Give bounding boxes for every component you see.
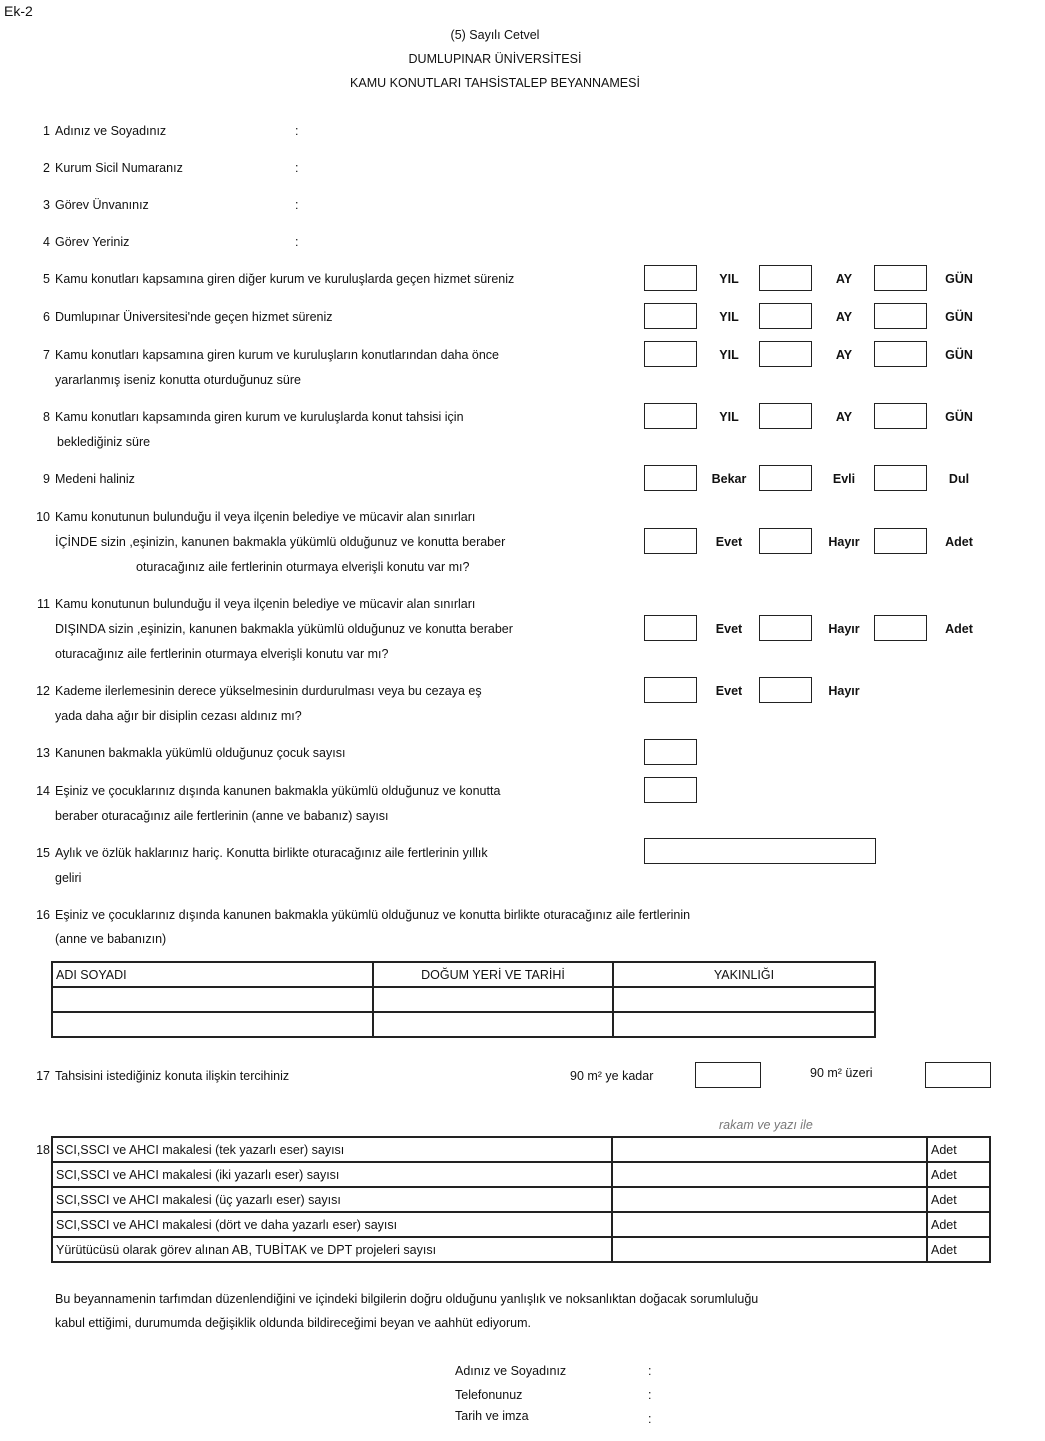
item-15-income-box[interactable]	[644, 838, 876, 864]
pub-note: rakam ve yazı ile	[719, 1118, 813, 1132]
family-row-1-birth-cell[interactable]	[373, 987, 613, 1012]
family-row-1-name-cell[interactable]	[52, 987, 373, 1012]
signature-phone-label: Telefonunuz	[455, 1388, 523, 1402]
signature-date-colon: :	[648, 1412, 652, 1426]
item-12-yes-label: Evet	[715, 684, 743, 698]
family-header-birth: DOĞUM YERİ VE TARİHİ	[373, 962, 613, 987]
item-7-month-label: AY	[835, 348, 853, 362]
item-2-colon: :	[295, 161, 299, 175]
pub-row-value-cell[interactable]	[612, 1137, 927, 1162]
publications-table	[51, 1136, 991, 1263]
family-row-1-relation-cell[interactable]	[613, 987, 875, 1012]
item-2-label: Kurum Sicil Numaranız	[55, 161, 183, 175]
family-header-relation: YAKINLIĞI	[613, 962, 875, 987]
item-17-option-large-label: 90 m² üzeri	[810, 1066, 873, 1080]
doc-title: KAMU KONUTLARI TAHSİSTALEP BEYANNAMESİ	[350, 76, 640, 90]
signature-date-label: Tarih ve imza	[455, 1409, 529, 1423]
item-8-number: 8	[43, 410, 50, 424]
item-17-option-small-label: 90 m² ye kadar	[570, 1069, 654, 1083]
pub-row-unit: Adet	[927, 1212, 990, 1237]
pub-row-unit: Adet	[927, 1137, 990, 1162]
doc-header-line2: DUMLUPINAR ÜNİVERSİTESİ	[408, 52, 582, 66]
table-row	[52, 1137, 990, 1162]
family-table	[51, 961, 876, 1038]
pub-row-value-cell[interactable]	[612, 1187, 927, 1212]
item-5-day-label: GÜN	[945, 272, 973, 286]
item-13-count-box[interactable]	[644, 739, 697, 765]
item-4-colon: :	[295, 235, 299, 249]
item-9-widowed-label: Dul	[948, 472, 970, 486]
pub-row-value-cell[interactable]	[612, 1237, 927, 1262]
item-1-colon: :	[295, 124, 299, 138]
pub-row-label: SCI,SSCI ve AHCI makalesi (tek yazarlı eser) sayısı	[52, 1137, 612, 1162]
table-row	[52, 1237, 990, 1262]
pub-row-value-cell[interactable]	[612, 1162, 927, 1187]
item-8-label: Kamu konutları kapsamında giren kurum ve kuruluşlarda konut tahsisi için	[55, 410, 464, 424]
item-7-year-label: YIL	[719, 348, 739, 362]
item-15-number: 15	[36, 846, 50, 860]
item-8-month-label: AY	[835, 410, 853, 424]
item-10-no-label: Hayır	[828, 535, 860, 549]
item-9-number: 9	[43, 472, 50, 486]
declaration-line1: Bu beyannamenin tarfımdan düzenlendiğini ve içindeki bilgilerin doğru olduğunu yanlışlık ve noksanlıktan doğacak sorumluluğu	[55, 1292, 759, 1306]
table-row	[52, 1187, 990, 1212]
item-2-number: 2	[43, 161, 50, 175]
item-12-number: 12	[36, 684, 50, 698]
pub-row-label: SCI,SSCI ve AHCI makalesi (dört ve daha yazarlı eser) sayısı	[52, 1212, 612, 1237]
family-header-name: ADI SOYADI	[52, 962, 373, 987]
item-6-year-label: YIL	[719, 310, 739, 324]
family-table-row	[52, 987, 875, 1012]
item-16-number: 16	[36, 908, 50, 922]
item-8-day-label: GÜN	[945, 410, 973, 424]
item-5-month-label: AY	[835, 272, 853, 286]
item-14-label-cont: beraber oturacağınız aile fertlerinin (anne ve babanız) sayısı	[55, 809, 389, 823]
item-5-label: Kamu konutları kapsamına giren diğer kurum ve kuruluşlarda geçen hizmet süreniz	[55, 272, 515, 286]
item-12-label: Kademe ilerlemesinin derece yükselmesinin durdurulması veya bu cezaya eş	[55, 684, 482, 698]
item-11-number: 11	[37, 597, 50, 611]
corner-label: Ek-2	[4, 3, 33, 19]
family-row-2-name-cell[interactable]	[52, 1012, 373, 1037]
item-9-single-label: Bekar	[711, 472, 747, 486]
item-17-option-large-box[interactable]	[925, 1062, 991, 1088]
item-13-number: 13	[36, 746, 50, 760]
declaration-line2: kabul ettiğimi, durumumda değişiklik oldunda bildireceğimi beyan ve aahhüt ediyorum.	[55, 1316, 531, 1330]
item-6-number: 6	[43, 310, 50, 324]
item-11-count-label: Adet	[945, 622, 973, 636]
pub-row-value-cell[interactable]	[612, 1212, 927, 1237]
item-14-label: Eşiniz ve çocuklarınız dışında kanunen bakmakla yükümlü olduğunuz ve konutta	[55, 784, 501, 798]
item-11-label: Kamu konutunun bulunduğu il veya ilçenin belediye ve mücavir alan sınırları	[55, 597, 476, 611]
item-4-number: 4	[43, 235, 50, 249]
item-7-label-cont: yararlanmış iseniz konutta oturduğunuz süre	[55, 373, 301, 387]
pub-row-unit: Adet	[927, 1187, 990, 1212]
item-10-number: 10	[36, 510, 50, 524]
pub-row-unit: Adet	[927, 1237, 990, 1262]
item-10-count-label: Adet	[945, 535, 973, 549]
item-14-count-box[interactable]	[644, 777, 697, 803]
item-12-label-cont: yada daha ağır bir disiplin cezası aldınız mı?	[55, 709, 302, 723]
item-11-label-cont: DIŞINDA sizin ,eşinizin, kanunen bakmakla yükümlü olduğunuz ve konutta beraber	[55, 622, 513, 636]
family-table-header	[52, 962, 875, 987]
item-17-option-small-box[interactable]	[695, 1062, 761, 1088]
pub-row-label: SCI,SSCI ve AHCI makalesi (üç yazarlı eser) sayısı	[52, 1187, 612, 1212]
item-5-number: 5	[43, 272, 50, 286]
item-6-day-label: GÜN	[945, 310, 973, 324]
pub-row-label: SCI,SSCI ve AHCI makalesi (iki yazarlı eser) sayısı	[52, 1162, 612, 1187]
item-8-year-label: YIL	[719, 410, 739, 424]
item-13-label: Kanunen bakmakla yükümlü olduğunuz çocuk sayısı	[55, 746, 346, 760]
item-11-label-cont2: oturacağınız aile fertlerinin oturmaya elverişli konutu var mı?	[55, 647, 389, 661]
item-15-label-cont: geliri	[55, 871, 82, 885]
pub-row-label: Yürütücüsü olarak görev alınan AB, TUBİTAK ve DPT projeleri sayısı	[52, 1237, 612, 1262]
item-3-label: Görev Ünvanınız	[55, 198, 149, 212]
family-row-2-birth-cell[interactable]	[373, 1012, 613, 1037]
table-row	[52, 1212, 990, 1237]
doc-header-line1: (5) Sayılı Cetvel	[450, 28, 540, 42]
pub-row-unit: Adet	[927, 1162, 990, 1187]
item-16-label: Eşiniz ve çocuklarınız dışında kanunen bakmakla yükümlü olduğunuz ve konutta birlikte oturacağınız aile fertlerinin	[55, 908, 691, 922]
item-17-label: Tahsisini istediğiniz konuta ilişkin tercihiniz	[55, 1069, 290, 1083]
item-10-label: Kamu konutunun bulunduğu il veya ilçenin belediye ve mücavir alan sınırları	[55, 510, 476, 524]
item-1-label: Adınız ve Soyadınız	[55, 124, 167, 138]
signature-name-label: Adınız ve Soyadınız	[455, 1364, 567, 1378]
item-6-label: Dumlupınar Üniversitesi'nde geçen hizmet süreniz	[55, 310, 333, 324]
item-17-number: 17	[36, 1069, 50, 1083]
item-3-colon: :	[295, 198, 299, 212]
item-1-number: 1	[43, 124, 50, 138]
family-row-2-relation-cell[interactable]	[613, 1012, 875, 1037]
item-15-label: Aylık ve özlük haklarınız hariç. Konutta birlikte oturacağınız aile fertlerinin yıllık	[55, 846, 488, 860]
item-9-married-label: Evli	[832, 472, 856, 486]
item-9-label: Medeni haliniz	[55, 472, 135, 486]
item-7-label: Kamu konutları kapsamına giren kurum ve kuruluşların konutlarından daha önce	[55, 348, 500, 362]
item-4-label: Görev Yeriniz	[55, 235, 130, 249]
item-18-number: 18	[36, 1143, 50, 1157]
item-10-label-cont2: oturacağınız aile fertlerinin oturmaya elverişli konutu var mı?	[136, 560, 470, 574]
item-8-label-cont: beklediğiniz süre	[57, 435, 151, 449]
item-5-year-label: YIL	[719, 272, 739, 286]
item-16-label-cont: (anne ve babanızın)	[55, 932, 167, 946]
signature-name-colon: :	[648, 1364, 652, 1378]
item-12-no-label: Hayır	[828, 684, 860, 698]
item-6-month-label: AY	[835, 310, 853, 324]
item-7-day-label: GÜN	[945, 348, 973, 362]
signature-phone-colon: :	[648, 1388, 652, 1402]
item-3-number: 3	[43, 198, 50, 212]
item-14-number: 14	[36, 784, 50, 798]
table-row	[52, 1162, 990, 1187]
item-10-label-cont: İÇİNDE sizin ,eşinizin, kanunen bakmakla yükümlü olduğunuz ve konutta beraber	[55, 535, 506, 549]
item-11-no-label: Hayır	[828, 622, 860, 636]
family-table-row	[52, 1012, 875, 1037]
item-11-yes-label: Evet	[715, 622, 743, 636]
item-7-number: 7	[43, 348, 50, 362]
item-10-yes-label: Evet	[715, 535, 743, 549]
